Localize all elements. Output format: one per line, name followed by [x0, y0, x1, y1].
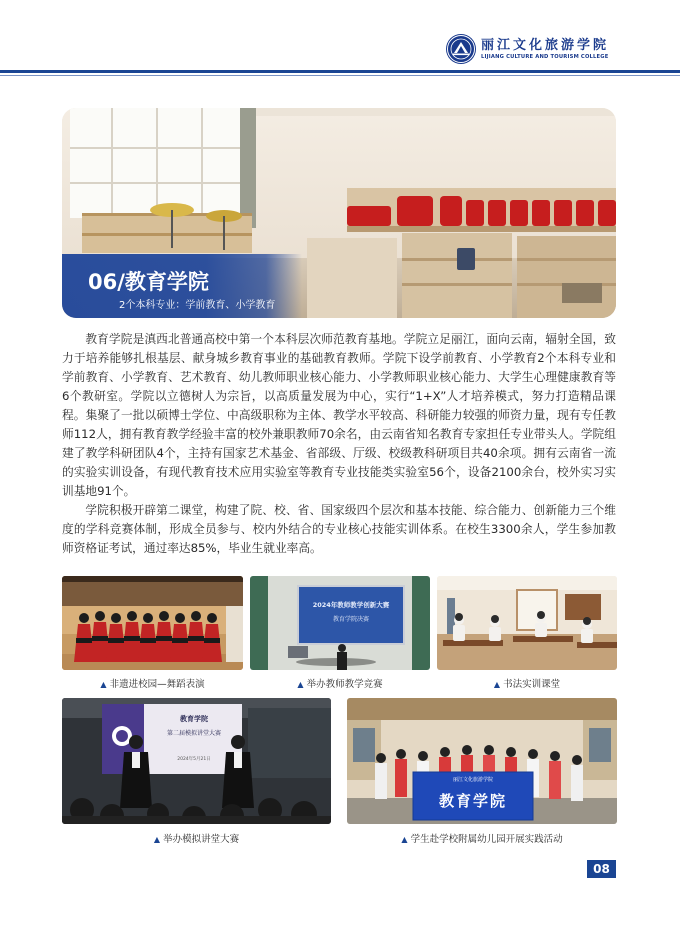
body-text: [62, 330, 616, 558]
body-paragraph-1: 教育学院是滇西北普通高校中第一个本科层次师范教育基地。学院立足丽江，面向云南，辐射全国，致力于培养能够扎根基层、献身城乡教育事业的基础教育教师。学院下设学前教育、小学教育2个本科专业和学前教育、小学教育、艺术教育、幼儿教师职业核心能力、小学教师职业核心能力、大学生心理健康教育等6个教研室。学院以立德树人为宗旨，以高质量发展为中心，实行“1+X”人才培养模式，努力打造精品课程。集聚了一批以硕博士学位、中高级职称为主体、教学水平较高、科研能力较强的师资力量，现有专任教师112人，拥有教育教学经验丰富的校外兼职教师70余名，由云南省知名教育专家担任专业带头人。学院组建了教学科研团队4个，主持有国家艺术基金、省部级、厅级、校级教科研项目共40余项。拥有云南省一流的实验实训设备，有现代教育技术应用实验室等教育专业技能类实验室56个，设备2100余台，校外实习实训基地91个。: [62, 332, 616, 498]
body-paragraph-2: 学院积极开辟第二课堂，构建了院、校、省、国家级四个层次和基本技能、综合能力、创新能力三个维度的学科竞赛体制，形成全员参与、校内外结合的专业核心技能实训体系。在校生3300余人，学生参加教师资格证考试，通过率达85%，毕业生就业率高。: [62, 503, 616, 555]
college-name-en: LIJIANG CULTURE AND TOURISM COLLEGE: [481, 53, 609, 60]
kindergarten-banner-top: 丽江文化旅游学院: [452, 777, 493, 783]
lecture-screen-line1: 教育学院: [180, 714, 208, 723]
photo-kindergarten-practice: [347, 698, 617, 824]
college-name-cn: 丽江文化旅游学院: [481, 37, 610, 53]
hero-title: 06/教育学院: [88, 270, 209, 294]
lecture-screen-date: 2024年5月21日: [177, 757, 211, 762]
page-header: [0, 0, 680, 80]
header-rule: [0, 70, 680, 73]
college-logo: [446, 34, 609, 64]
caption-mock-lecture-contest: ▲ 举办模拟讲堂大赛: [153, 834, 240, 845]
caption-kindergarten-practice: ▲ 学生赴学校附属幼儿园开展实践活动: [401, 834, 563, 845]
photo-calligraphy-class: [437, 576, 617, 670]
header-rule-thin: [0, 75, 680, 76]
contest-screen-title: 2024年教师教学创新大赛: [312, 601, 390, 609]
triangle-marker-icon: ▲: [401, 835, 408, 844]
triangle-marker-icon: ▲: [297, 680, 304, 689]
photo-dance-performance: [62, 576, 243, 670]
caption-teaching-contest: ▲ 举办教师教学竞赛: [297, 679, 383, 690]
college-emblem-icon: [446, 34, 476, 64]
lecture-screen-line2: 第二届模拟讲堂大赛: [166, 730, 221, 737]
caption-dance-performance: ▲ 非遗进校园—舞蹈表演: [100, 679, 205, 690]
hero-image: [62, 108, 616, 318]
hero-title-banner: [62, 254, 302, 318]
triangle-marker-icon: ▲: [493, 680, 501, 689]
hero-subtitle: 2个本科专业：学前教育、小学教育: [119, 300, 276, 311]
photo-teaching-contest: [250, 576, 430, 670]
kindergarten-banner-main: 教育学院: [438, 792, 507, 810]
contest-screen-subtitle: 教育学院决赛: [332, 616, 369, 623]
triangle-marker-icon: ▲: [100, 680, 107, 689]
triangle-marker-icon: ▲: [153, 835, 161, 844]
page-number: 08: [587, 860, 616, 878]
caption-calligraphy-class: ▲ 书法实训课堂: [493, 679, 561, 690]
photo-mock-lecture-contest: [62, 698, 331, 824]
